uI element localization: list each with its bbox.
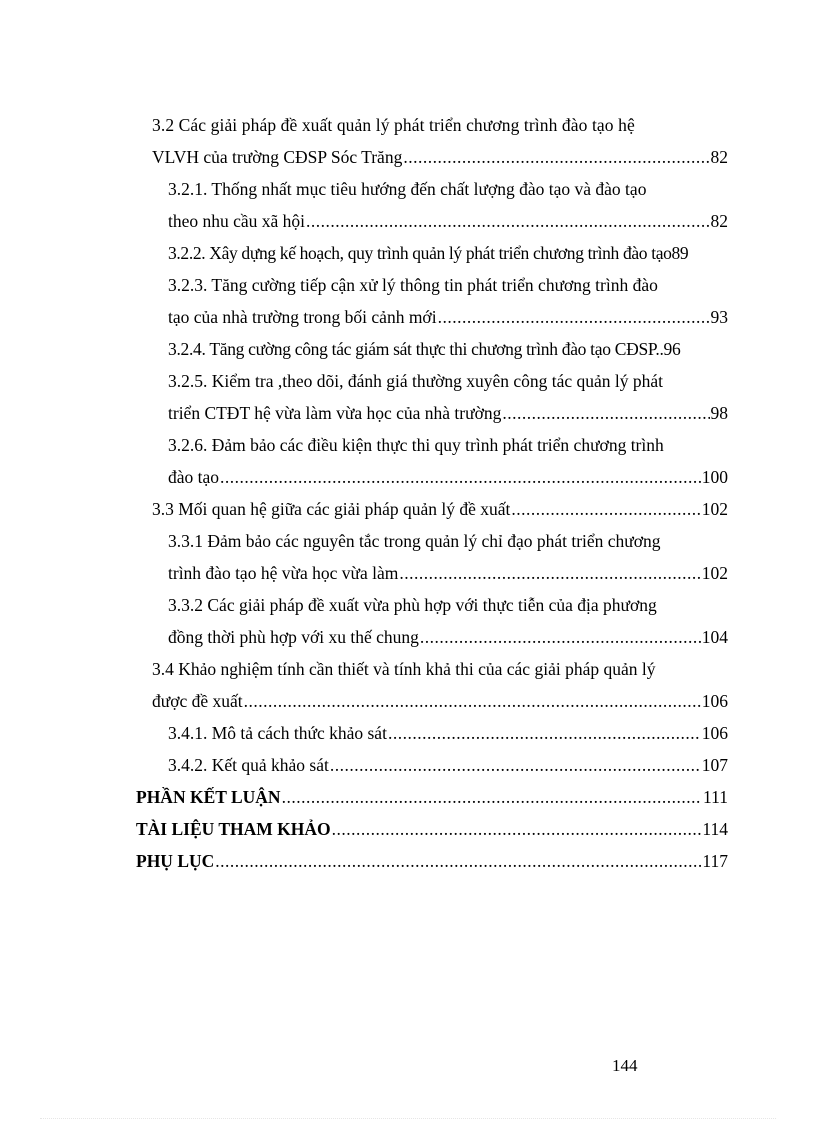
toc-page-number: 100 <box>701 467 728 487</box>
dot-leader <box>244 690 701 712</box>
toc-entry-3-2-1-line1: 3.2.1. Thống nhất mục tiêu hướng đến chất lượng đào tạo và đào tạo <box>168 179 647 199</box>
toc-entry-3-2-2: 3.2.2. Xây dựng kế hoạch, quy trình quản lý phát triển chương trình đào tạo89 <box>168 243 689 263</box>
dot-leader <box>215 850 701 872</box>
dot-leader <box>306 210 709 232</box>
toc-page-number: 107 <box>701 755 728 775</box>
toc-entry-3-3-2-line1: 3.3.2 Các giải pháp đề xuất vừa phù hợp với thực tiễn của địa phương <box>168 595 657 615</box>
toc-entry-3-3-1-line1: 3.3.1 Đảm bảo các nguyên tắc trong quản lý chỉ đạo phát triển chương <box>168 531 661 551</box>
toc-entry-text: VLVH của trường CĐSP Sóc Trăng <box>152 147 403 167</box>
toc-page-number: 114 <box>702 819 728 839</box>
toc-page-number: 98 <box>710 403 728 423</box>
dot-leader <box>399 562 700 584</box>
toc-entry-text: PHẦN KẾT LUẬN <box>136 787 281 807</box>
dot-leader <box>388 722 701 744</box>
toc-page-number: 117 <box>702 851 728 871</box>
dot-leader <box>403 146 709 168</box>
toc-entry-text: 3.3 Mối quan hệ giữa các giải pháp quản lý đề xuất <box>152 499 511 519</box>
toc-entry-text: TÀI LIỆU THAM KHẢO <box>136 819 331 839</box>
toc-page-number: 104 <box>701 627 728 647</box>
toc-entry-text: trình đào tạo hệ vừa học vừa làm <box>168 563 399 583</box>
toc-entry-text: triển CTĐT hệ vừa làm vừa học của nhà trường <box>168 403 502 423</box>
page-number: 144 <box>612 1056 638 1075</box>
toc-entry-3-2-line1: 3.2 Các giải pháp đề xuất quản lý phát triển chương trình đào tạo hệ <box>152 115 635 135</box>
toc-entry-3-4-2 <box>168 754 728 776</box>
toc-entry-3-2-5-line2 <box>168 402 728 424</box>
toc-entry-3-3-2-line2 <box>168 626 728 648</box>
toc-entry-3-2-1-line2 <box>168 210 728 232</box>
toc-entry-conclusion <box>136 786 728 808</box>
toc-entry-3-3 <box>152 498 728 520</box>
toc-entry-3-4-1 <box>168 722 728 744</box>
toc-entry-text: được đề xuất <box>152 691 243 711</box>
toc-entry-3-4-line1: 3.4 Khảo nghiệm tính cần thiết và tính khả thi của các giải pháp quản lý <box>152 659 656 679</box>
toc-entry-text: theo nhu cầu xã hội <box>168 211 306 231</box>
dot-leader <box>332 818 702 840</box>
toc-entry-3-2-3-line2 <box>168 306 728 328</box>
dot-leader <box>438 306 710 328</box>
toc-entry-3-2-6-line1: 3.2.6. Đảm bảo các điều kiện thực thi quy trình phát triển chương trình <box>168 435 664 455</box>
toc-page-number: 106 <box>701 723 728 743</box>
toc-entry-3-2-4: 3.2.4. Tăng cường công tác giám sát thực thi chương trình đào tạo CĐSP..96 <box>168 339 681 359</box>
dot-leader <box>511 498 700 520</box>
toc-page-number: 102 <box>701 499 728 519</box>
toc-entry-text: 3.4.1. Mô tả cách thức khảo sát <box>168 723 387 743</box>
toc-page-number: 102 <box>701 563 728 583</box>
toc-page-number: 111 <box>703 787 728 807</box>
toc-entry-3-2-6-line2 <box>168 466 728 488</box>
toc-entry-text: PHỤ LỤC <box>136 851 215 871</box>
toc-page-number: 93 <box>710 307 728 327</box>
toc-entry-3-4-line2 <box>152 690 728 712</box>
dot-leader <box>420 626 701 648</box>
toc-page-number: 82 <box>710 147 728 167</box>
toc-entry-3-2-5-line1: 3.2.5. Kiểm tra ,theo dõi, đánh giá thường xuyên công tác quản lý phát <box>168 371 664 391</box>
toc-entry-text: 3.4.2. Kết quả khảo sát <box>168 755 329 775</box>
toc-entry-references <box>136 818 728 840</box>
dot-leader <box>220 466 701 488</box>
page-bottom-divider <box>40 1118 776 1119</box>
toc-entry-text: đào tạo <box>168 467 220 487</box>
toc-entry-text: tạo của nhà trường trong bối cảnh mới <box>168 307 437 327</box>
toc-entry-appendix <box>136 850 728 872</box>
dot-leader <box>502 402 709 424</box>
toc-page-number: 106 <box>701 691 728 711</box>
toc-page-number: 82 <box>710 211 728 231</box>
dot-leader <box>282 786 702 808</box>
dot-leader <box>330 754 701 776</box>
toc-entry-3-2-3-line1: 3.2.3. Tăng cường tiếp cận xử lý thông tin phát triển chương trình đào <box>168 275 658 295</box>
toc-entry-3-2-line2 <box>152 146 728 168</box>
toc-entry-text: đồng thời phù hợp với xu thế chung <box>168 627 419 647</box>
toc-entry-3-3-1-line2 <box>168 562 728 584</box>
